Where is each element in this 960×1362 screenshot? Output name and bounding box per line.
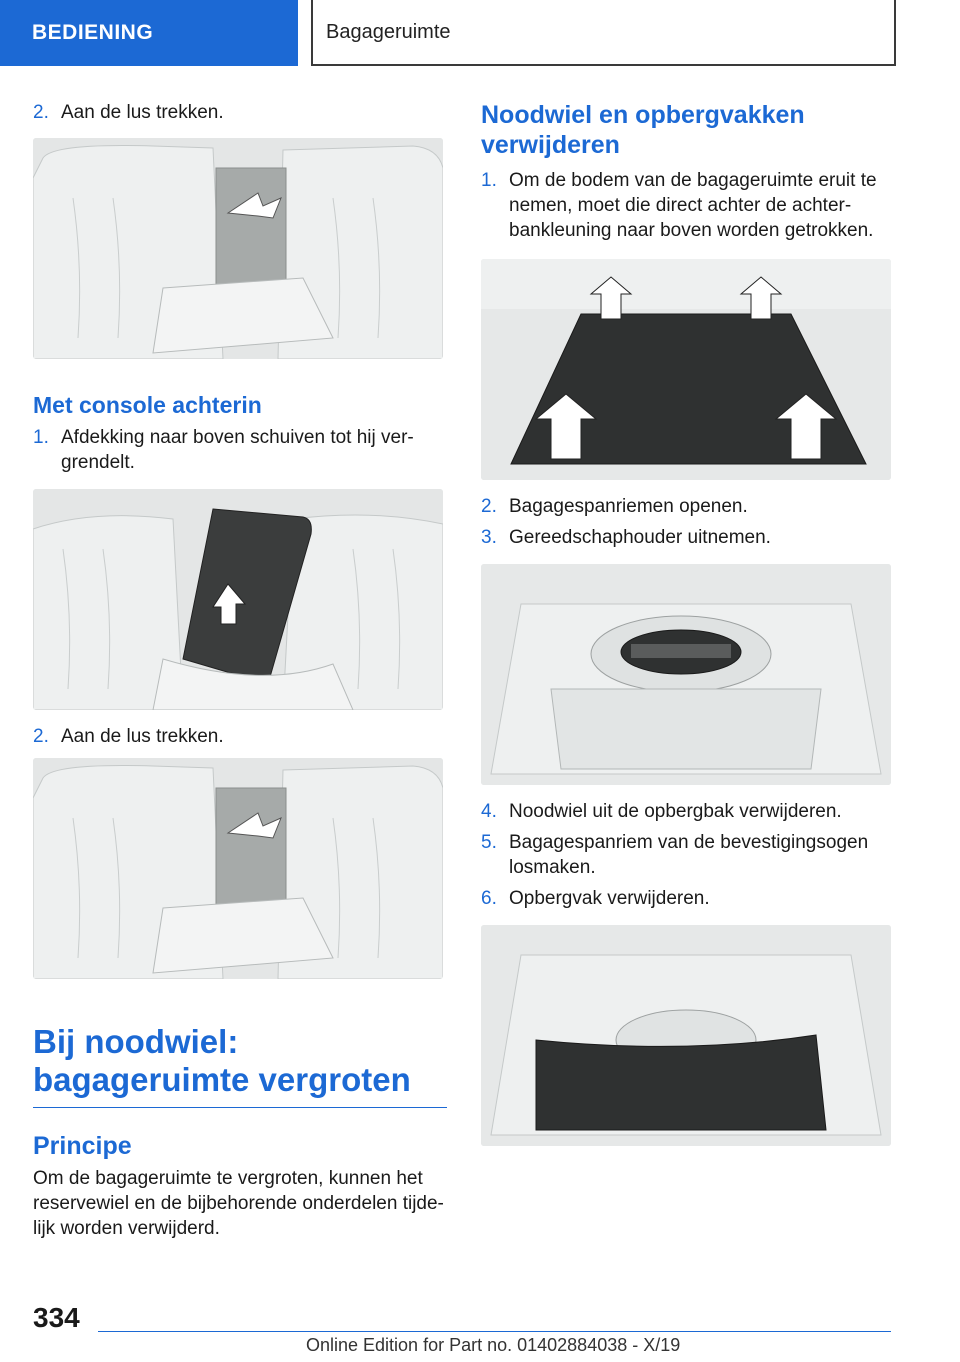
step-text: Afdekking naar boven schuiven tot hij ver-grendelt. (61, 427, 414, 473)
step-number: 2. (33, 102, 49, 123)
step-item (33, 724, 447, 749)
step-number: 5. (481, 832, 497, 853)
step-item (481, 830, 891, 880)
step-number: 1. (33, 427, 49, 448)
figure-storage-box (481, 925, 891, 1146)
subheading-console: Met console achterin (33, 392, 262, 418)
rear-seat-illustration-2 (33, 758, 443, 979)
step-item (481, 525, 891, 550)
page-number: 334 (33, 1302, 80, 1333)
step-item (481, 799, 891, 824)
page-header (0, 0, 960, 66)
step-text: Om de bodem van de bagageruimte eruit te nemen, moet die direct achter de achter-bankleuning naar boven worden getrokken. (509, 170, 877, 241)
rear-seat-illustration (33, 138, 443, 359)
step-number: 6. (481, 888, 497, 909)
chapter-title: Bagageruimte (311, 0, 896, 66)
section-heading: Noodwiel en opbergvakken verwijderen (481, 101, 805, 159)
step-number: 2. (481, 496, 497, 517)
step-item (33, 100, 447, 125)
step-number: 3. (481, 527, 497, 548)
step-text: Bagagespanriemen openen. (509, 496, 748, 517)
subheading-principe: Principe (33, 1132, 132, 1160)
storage-box-illustration (481, 925, 891, 1146)
step-item (481, 886, 891, 911)
footer-divider (98, 1331, 891, 1332)
main-heading: Bij noodwiel: bagageruimte vergroten (33, 1023, 447, 1108)
step-number: 2. (33, 726, 49, 747)
trunk-floor-illustration (481, 259, 891, 480)
figure-rear-seat-loop (33, 138, 443, 359)
step-text: Aan de lus trekken. (61, 102, 224, 123)
principe-paragraph: Om de bagageruimte te vergroten, kunnen het reservewiel en de bijbehorende onderdelen tijde-lijk worden verwijderd. (33, 1168, 444, 1239)
step-text: Noodwiel uit de opbergbak verwijderen. (509, 801, 842, 822)
step-number: 4. (481, 801, 497, 822)
console-cover-illustration (33, 489, 443, 710)
step-number: 1. (481, 170, 497, 191)
edition-text: Online Edition for Part no. 01402884038 - X/19 (306, 1335, 681, 1355)
left-column (33, 100, 447, 1241)
step-item (481, 168, 891, 243)
figure-tool-holder (481, 564, 891, 785)
step-item (33, 425, 447, 475)
figure-rear-seat-loop-2 (33, 758, 443, 979)
section-tab[interactable]: BEDIENING (0, 0, 298, 66)
figure-console-cover (33, 489, 443, 710)
tool-holder-illustration (481, 564, 891, 785)
step-text: Bagagespanriem van de bevestigingsogen losmaken. (509, 832, 869, 878)
step-text: Aan de lus trekken. (61, 726, 224, 747)
step-item (481, 494, 891, 519)
figure-trunk-floor (481, 259, 891, 480)
right-column (481, 100, 891, 1146)
step-text: Gereedschaphouder uitnemen. (509, 527, 771, 548)
step-text: Opbergvak verwijderen. (509, 888, 710, 909)
